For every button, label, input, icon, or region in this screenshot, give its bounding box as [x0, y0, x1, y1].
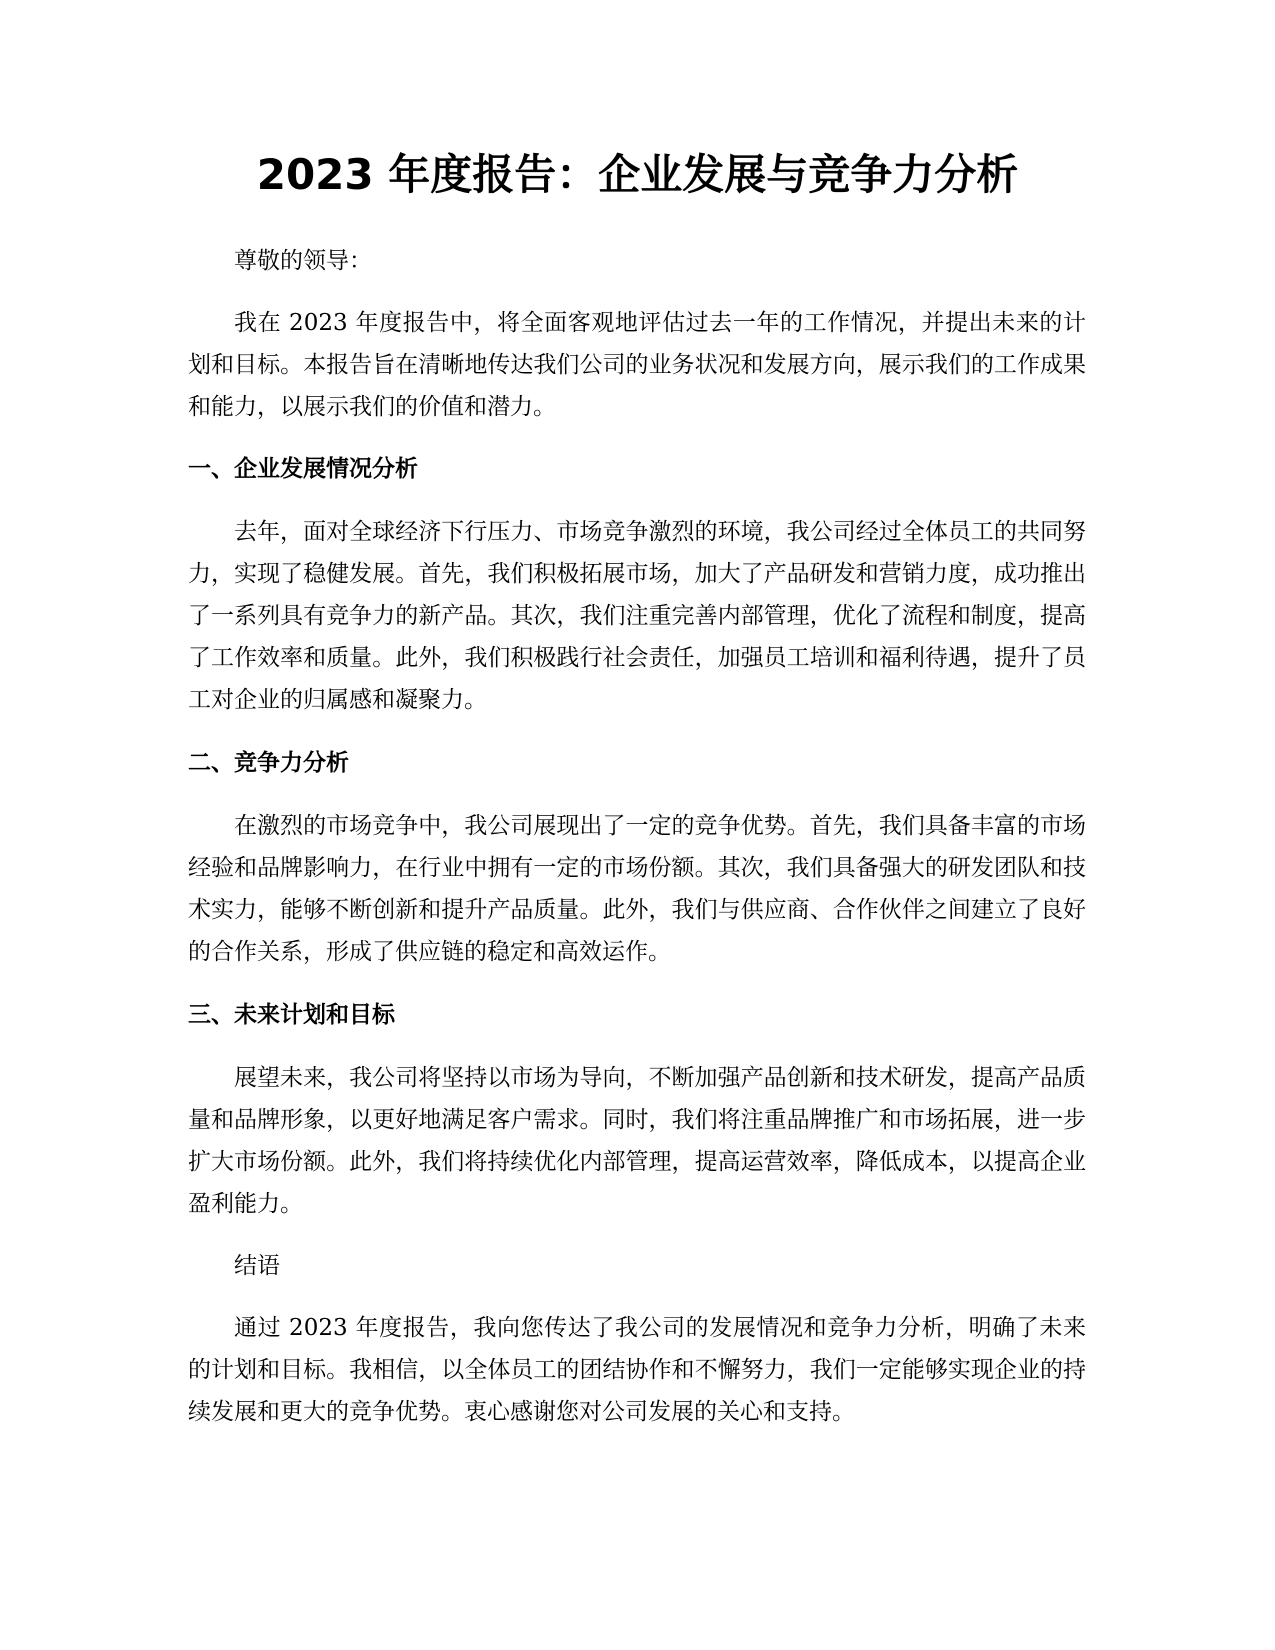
intro-paragraph: 我在 2023 年度报告中，将全面客观地评估过去一年的工作情况，并提出未来的计划和目标。本报告旨在清晰地传达我们公司的业务状况和发展方向，展示我们的工作成果和能力，以展示我们的价值和潜力。 — [188, 310, 1086, 420]
section-body-development: 去年，面对全球经济下行压力、市场竞争激烈的环境，我公司经过全体员工的共同努力，实现了稳健发展。首先，我们积极拓展市场，加大了产品研发和营销力度，成功推出了一系列具有竞争力的新产品。其次，我们注重完善内部管理，优化了流程和制度，提高了工作效率和质量。此外，我们积极践行社会责任，加强员工培训和福利待遇，提升了员工对企业的归属感和凝聚力。 — [188, 519, 1086, 713]
section-heading-future-plans: 三、未来计划和目标 — [188, 1002, 395, 1028]
section-heading-competitiveness: 二、竞争力分析 — [188, 750, 349, 776]
closing-paragraph: 通过 2023 年度报告，我向您传达了我公司的发展情况和竞争力分析，明确了未来的计划和目标。我相信，以全体员工的团结协作和不懈努力，我们一定能够实现企业的持续发展和更大的竞争优势。衷心感谢您对公司发展的关心和支持。 — [188, 1315, 1086, 1425]
section-body-future-plans: 展望未来，我公司将坚持以市场为导向，不断加强产品创新和技术研发，提高产品质量和品牌形象，以更好地满足客户需求。同时，我们将注重品牌推广和市场拓展，进一步扩大市场份额。此外，我们将持续优化内部管理，提高运营效率，降低成本，以提高企业盈利能力。 — [188, 1065, 1086, 1217]
section-heading-development: 一、企业发展情况分析 — [188, 456, 418, 482]
section-body-competitiveness: 在激烈的市场竞争中，我公司展现出了一定的竞争优势。首先，我们具备丰富的市场经验和品牌影响力，在行业中拥有一定的市场份额。其次，我们具备强大的研发团队和技术实力，能够不断创新和提升产品质量。此外，我们与供应商、合作伙伴之间建立了良好的合作关系，形成了供应链的稳定和高效运作。 — [188, 813, 1086, 965]
salutation: 尊敬的领导： — [234, 248, 372, 274]
document-title: 2023 年度报告：企业发展与竞争力分析 — [256, 150, 1019, 199]
closing-label: 结语 — [234, 1253, 280, 1279]
document-body — [188, 240, 1086, 1433]
